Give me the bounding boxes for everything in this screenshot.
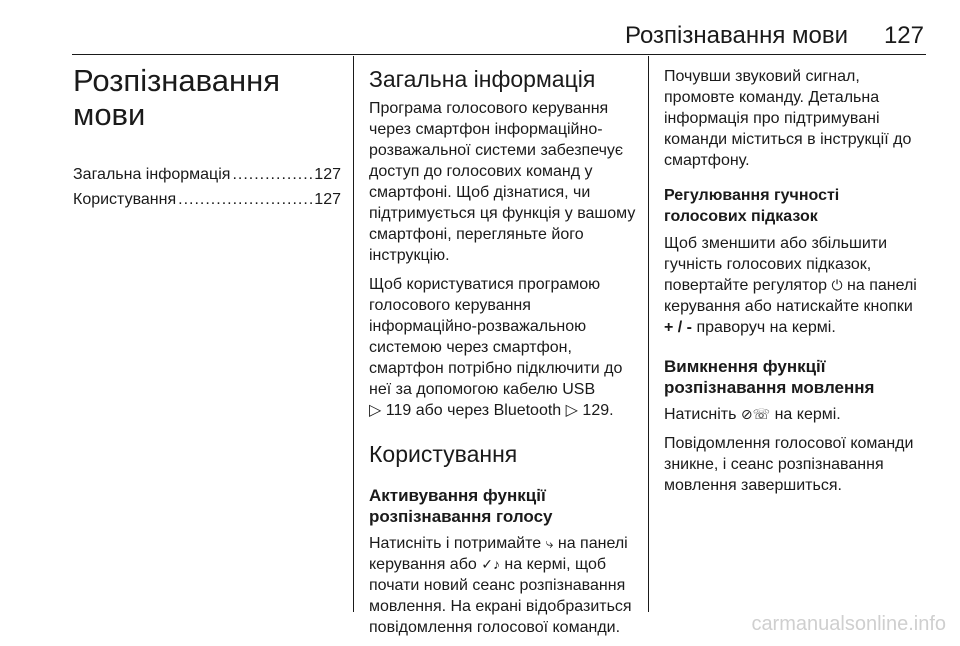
header-title: Розпізнавання мови xyxy=(625,22,848,49)
paragraph: Натисніть і потримайте ⤷ на панелі керування або ✓♪ на кермі, щоб почати новий сеанс розпізнавання мовлення. На екрані відобразиться повідомлення голосової команди. xyxy=(369,535,632,636)
toc-leader xyxy=(232,162,312,187)
page-header xyxy=(0,22,960,52)
paragraph: Натисніть ⊘☏ на кермі. xyxy=(664,406,841,423)
toc-page: 127 xyxy=(314,191,341,208)
paragraph: Почувши звуковий сигнал, промовте команду. Детальна інформація про підтримувані команди міститься в інструкції до смартфону. xyxy=(664,68,912,169)
subsection-title: Активування функції розпізнавання голосу xyxy=(369,486,553,526)
page-number: 127 xyxy=(883,22,924,49)
toc-item[interactable] xyxy=(73,162,341,187)
chapter-title: Розпізнавання мови xyxy=(73,63,281,132)
page-reference-link[interactable]: 129. xyxy=(582,402,614,419)
mute-hangup-icon: ⊘☏ xyxy=(740,406,771,422)
subsection-title: Регулювання гучності голосових підказок xyxy=(664,187,840,225)
plus-minus-label: + / - xyxy=(664,319,693,336)
toc-page: 127 xyxy=(314,166,341,183)
content-column-3 xyxy=(664,56,926,504)
column-divider-1 xyxy=(353,56,354,612)
paragraph: Щоб користуватися програмою голосового керування інформаційно-розважальною системою через смартфон, смартфон потрібно підключити до неї за допомогою кабелю USB ▷ 119 або через Bluetooth ▷ 129. xyxy=(369,276,623,419)
header-rule xyxy=(72,54,926,55)
reference-arrow-icon: ▷ xyxy=(565,402,578,419)
paragraph: Програма голосового керування через смартфон інформаційно-розважальної системи забезпечує доступ до голосових команд у смартфоні. Щоб дізнатися, чи підтримується ця функція у вашому смартфоні, перегляньте його інструкцію. xyxy=(369,100,636,264)
power-knob-icon: ⏻ xyxy=(831,277,843,293)
subsection-title: Вимкнення функції розпізнавання мовлення xyxy=(664,357,875,397)
toc-item[interactable] xyxy=(73,187,341,212)
section-title-usage: Користування xyxy=(369,441,518,467)
section-title-general: Загальна інформація xyxy=(369,66,596,92)
paragraph: Повідомлення голосової команди зникне, і сеанс розпізнавання мовлення завершиться. xyxy=(664,435,914,494)
toc-label: Загальна інформація xyxy=(73,166,231,183)
watermark: carmanualsonline.info xyxy=(751,613,946,635)
phone-voice-icon: ⤷ xyxy=(545,535,554,551)
paragraph: Щоб зменшити або збільшити гучність голосових підказок, повертайте регулятор ⏻ на панелі керування або натискайте кнопки + / - праворуч на кермі. xyxy=(664,235,917,336)
steering-voice-icon: ✓♪ xyxy=(481,556,500,572)
content-column-2 xyxy=(369,56,637,646)
reference-arrow-icon: ▷ xyxy=(369,402,382,419)
toc-leader xyxy=(178,187,312,212)
column-divider-2 xyxy=(648,56,649,612)
page-reference-link[interactable]: 119 або через Bluetooth xyxy=(385,402,562,419)
chapter-column xyxy=(73,56,341,212)
toc-label: Користування xyxy=(73,191,177,208)
